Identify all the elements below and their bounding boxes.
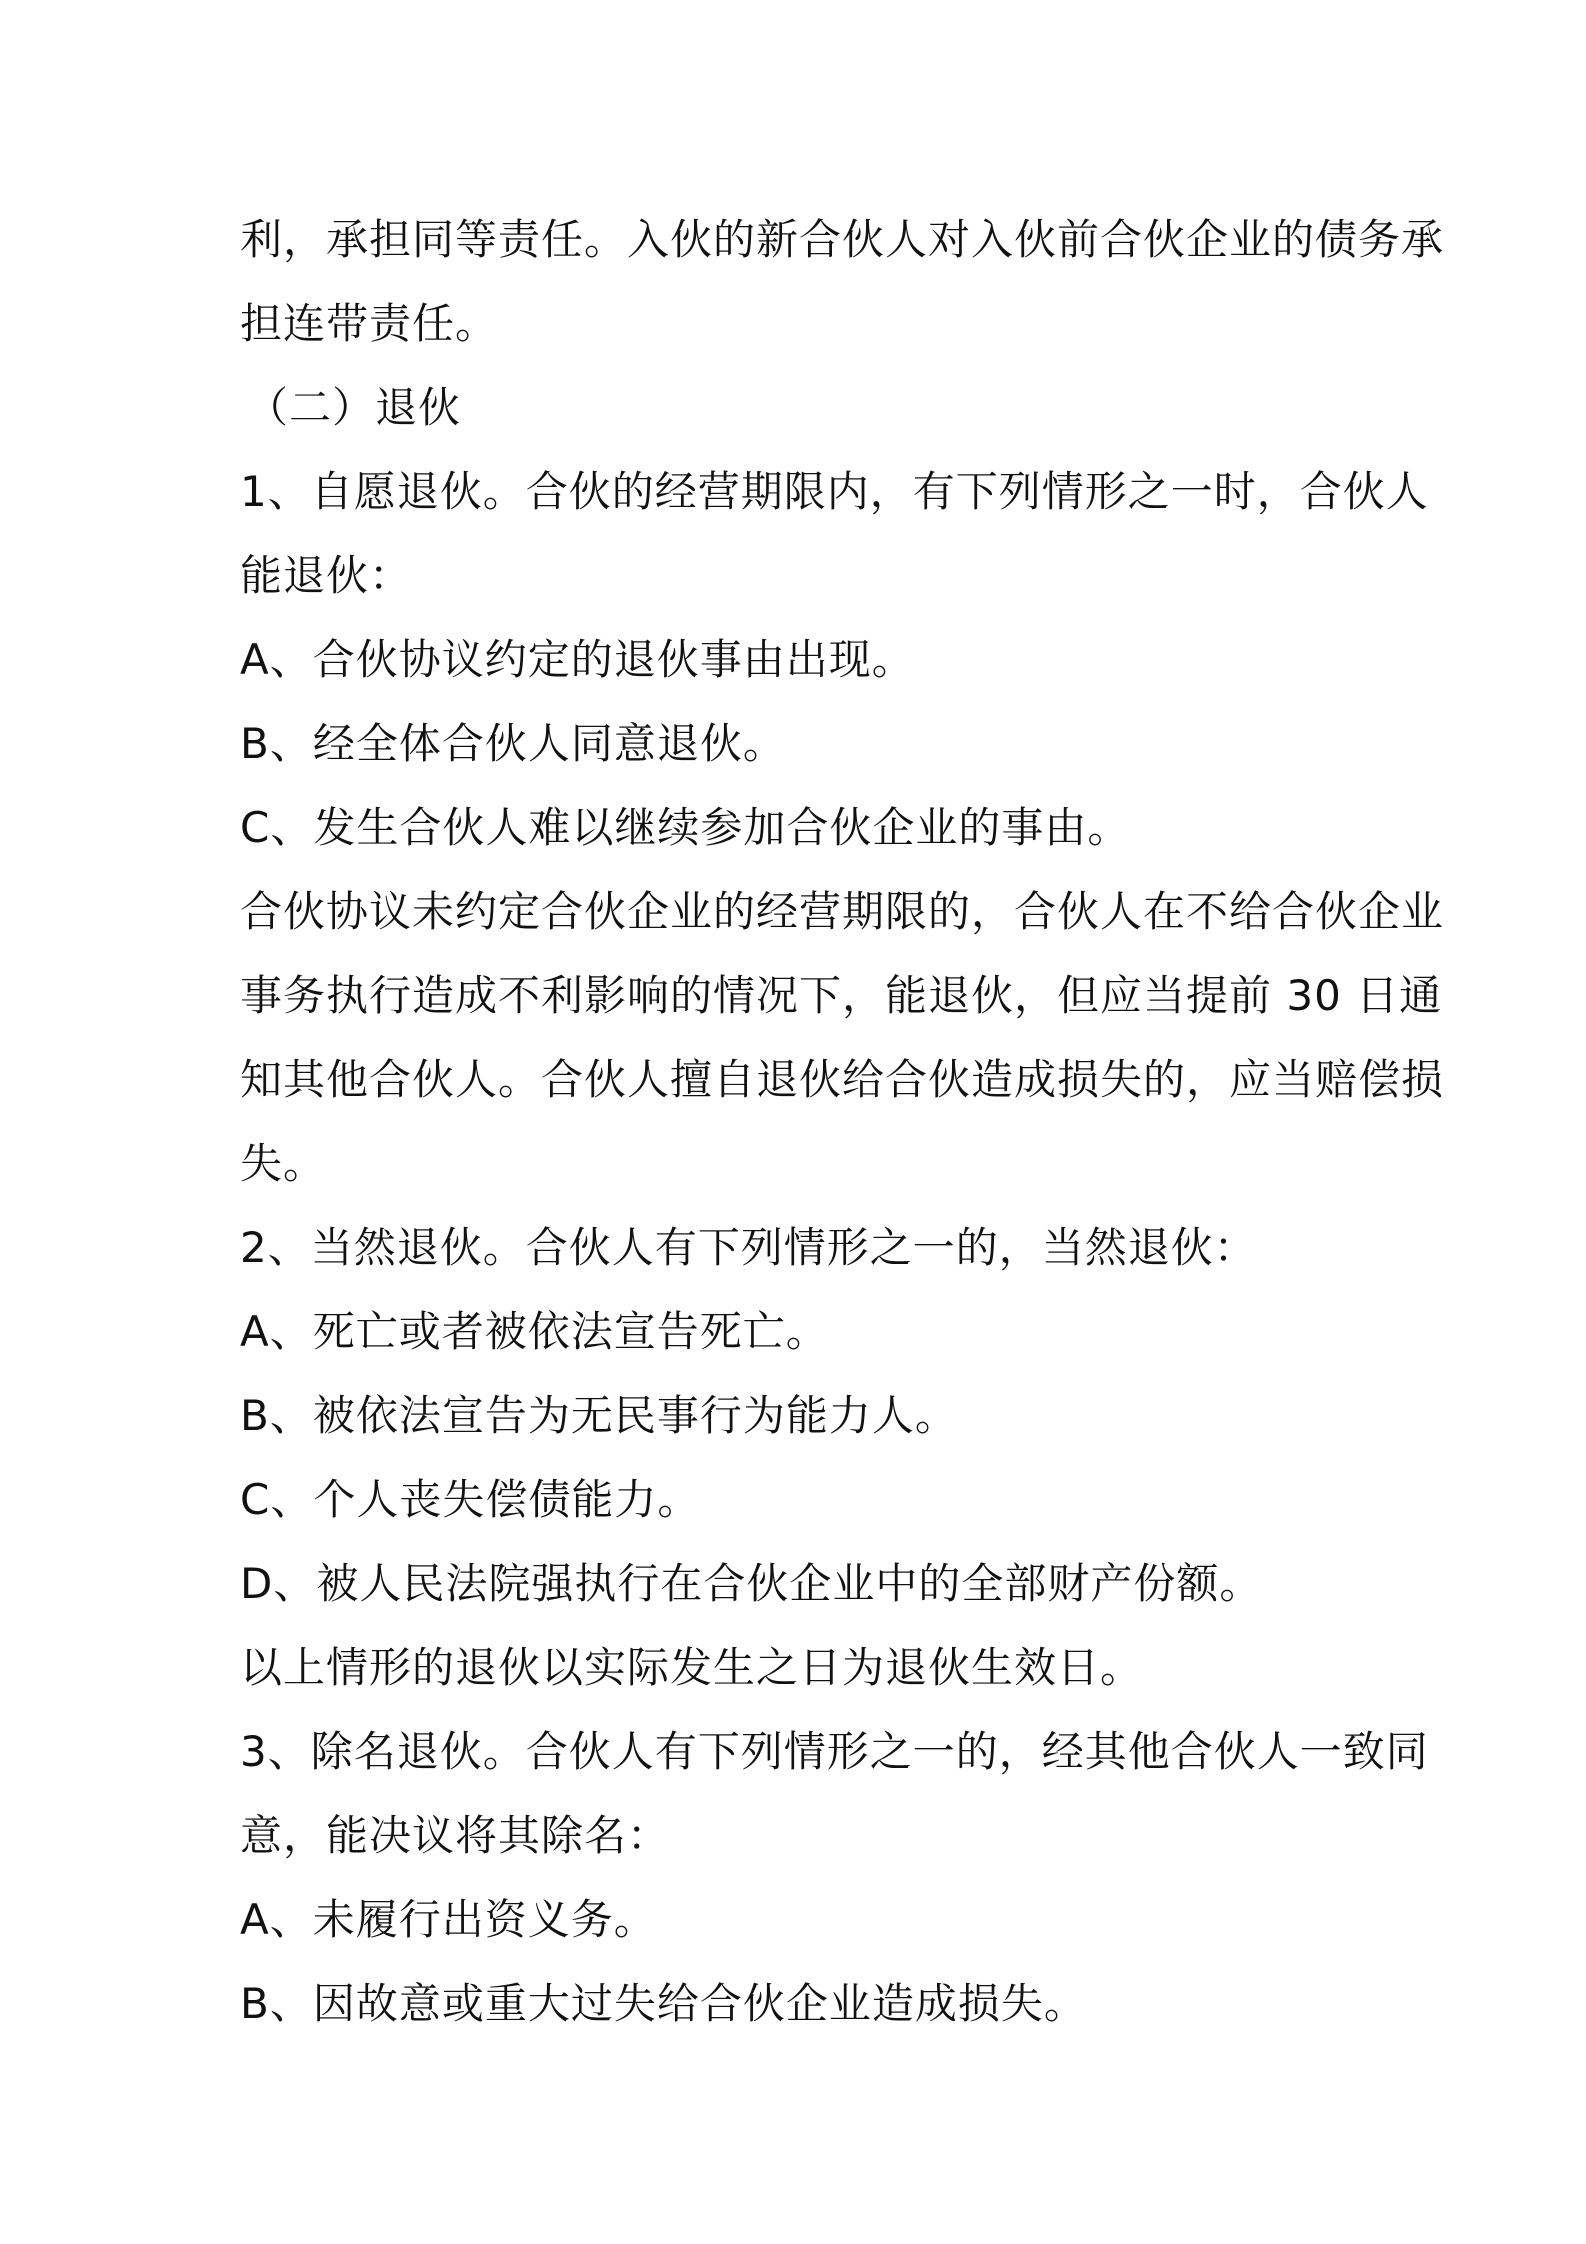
list-item: A、未履行出资义务。: [240, 1895, 657, 1944]
paragraph-line: 合伙协议未约定合伙企业的经营期限的，合伙人在不给合伙企业: [240, 887, 1445, 936]
list-item: C、发生合伙人难以继续参加合伙企业的事由。: [240, 803, 1131, 852]
paragraph-line: 利，承担同等责任。入伙的新合伙人对入伙前合伙企业的债务承: [240, 215, 1445, 264]
paragraph-line: 担连带责任。: [240, 299, 499, 348]
list-item: 2、当然退伙。合伙人有下列情形之一的，当然退伙：: [240, 1223, 1257, 1272]
list-item: B、经全体合伙人同意退伙。: [240, 719, 786, 768]
paragraph-line: 知其他合伙人。合伙人擅自退伙给合伙造成损失的，应当赔偿损: [240, 1055, 1445, 1104]
paragraph-line: 失。: [240, 1139, 327, 1188]
list-item: D、被人民法院强执行在合伙企业中的全部财产份额。: [240, 1559, 1263, 1608]
list-item: A、死亡或者被依法宣告死亡。: [240, 1307, 829, 1356]
paragraph-line: 事务执行造成不利影响的情况下，能退伙，但应当提前 30 日通: [240, 971, 1443, 1020]
section-heading: （二）退伙: [246, 383, 462, 432]
list-item: 意，能决议将其除名：: [240, 1811, 671, 1860]
list-item: C、个人丧失偿债能力。: [240, 1475, 701, 1524]
list-item: A、合伙协议约定的退伙事由出现。: [240, 635, 915, 684]
list-item: 1、自愿退伙。合伙的经营期限内，有下列情形之一时，合伙人: [240, 467, 1429, 516]
list-item: B、被依法宣告为无民事行为能力人。: [240, 1391, 958, 1440]
document-body: [240, 198, 1445, 2046]
list-item: 能退伙：: [240, 551, 413, 600]
paragraph-line: 以上情形的退伙以实际发生之日为退伙生效日。: [240, 1643, 1144, 1692]
list-item: 3、除名退伙。合伙人有下列情形之一的，经其他合伙人一致同: [240, 1727, 1429, 1776]
list-item: B、因故意或重大过失给合伙企业造成损失。: [240, 1979, 1087, 2028]
